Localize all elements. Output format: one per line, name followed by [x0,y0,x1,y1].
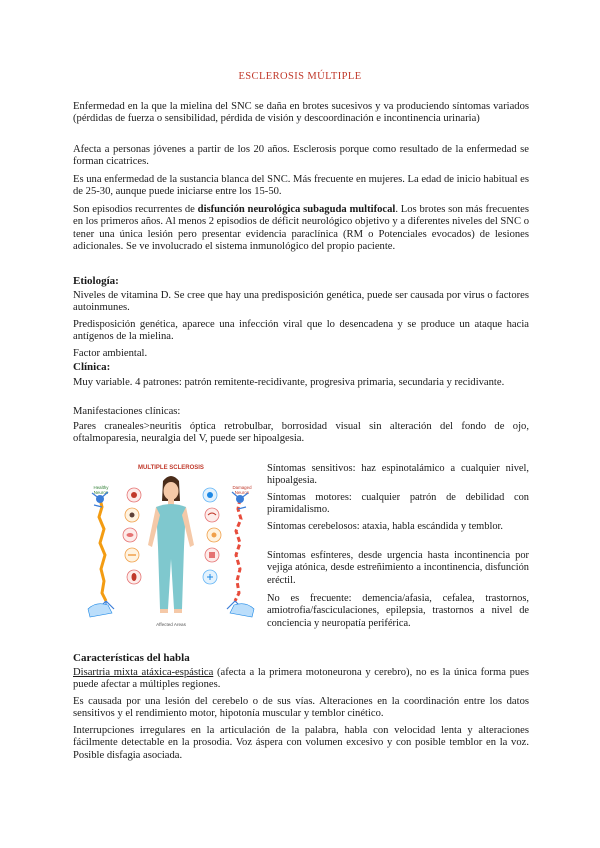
figure-left-label: Healthy Neuron [93,485,109,495]
episodes-text-end: . Los brotes son más frecuentes en los primeros años. Al menos 2 episodios de déficit neurológico objetivo y a diferentes niveles del SNC o tener una única lesión pero presentar evidencia paraclínica (RM o Potenciales evocados) de lesiones adicionales. Se ve involucrado el sistema inmunológico del propio paciente. [73,204,529,252]
healthy-neuron-icon [92,492,114,611]
hands-icon [88,604,254,617]
habla-paragraph-3: Interrupciones irregulares en la articulación de la palabra, habla con velocidad lenta y alteraciones fácilmente detectable en la prosodia. Voz áspera con volumen excesivo y con posible temblor en la voz. Posible disfagia asociada. [73,725,529,761]
ms-illustration [82,459,260,629]
habla-heading: Características del habla [73,652,190,664]
sintomas-cerebelosos: Síntomas cerebelosos: ataxia, habla escándida y temblor. [267,521,504,532]
figure-right-label: Damaged Neuron [232,485,252,495]
episodes-bold-term: disfunción neurológica subaguda multifocal [197,204,396,215]
clinica-item-3: Pares craneales>neuritis óptica retrobulbar, borrosidad visual sin alteración del fondo de ojo, oftalmoparesia, neuralgia del V, puede ser hipoalgesia. [73,421,529,445]
figure-footer: Affected Areas [156,622,186,627]
etiologia-heading: Etiología: [73,275,119,287]
woman-figure-icon [148,476,194,613]
clinica-item-2: Manifestaciones clínicas: [73,406,181,417]
figure-drawing [82,459,260,629]
habla-paragraph-1-rest: (afecta a la primera motoneurona y cerebro), no es la única forma pues puede afectar a múltiples regiones. [73,667,529,691]
episodes-paragraph [73,204,529,253]
habla-paragraph-2: Es causada por una lesión del cerebelo o de sus vías. Alteraciones en la coordinación entre los datos sensitivos y el rendimiento motor, hipotonía muscular y temblor cinético. [73,696,529,720]
sintomas-no-frecuentes: No es frecuente: demencia/afasia, cefalea, trastornos, amiotrofia/fasciculaciones, epilepsia, trastornos a nivel de conciencia y neuropatía periférica. [267,593,529,629]
clinica-heading: Clínica: [73,361,111,373]
etiologia-item-3: Factor ambiental. [73,348,148,359]
episodes-text-start: Son episodios recurrentes de [73,204,198,215]
intro-paragraph-3: Es una enfermedad de la sustancia blanca del SNC. Más frecuente en mujeres. La edad de inicio habitual es de 25-30, aunque puede iniciarse entre los 15-50. [73,174,529,198]
symptom-icons-right [203,488,221,584]
etiologia-item-2: Predisposición genética, aparece una infección viral que lo desencadena y se produce un ataque hacia antígenos de la mielina. [73,319,529,343]
sintomas-motores: Síntomas motores: cualquier patrón de debilidad con piramidalismo. [267,492,529,516]
symptom-icons-left [123,488,141,584]
intro-paragraph-2: Afecta a personas jóvenes a partir de los 20 años. Esclerosis porque como resultado de la enfermedad se forman cicatrices. [73,144,529,168]
etiologia-item-1: Niveles de vitamina D. Se cree que hay una predisposición genética, puede ser causada por virus o factores autoinmunes. [73,290,529,314]
sintomas-esfinteres: Síntomas esfínteres, desde urgencia hasta incontinencia por vejiga atónica, desde estreñimiento a incontinencia, disfunción eréctil. [267,550,529,586]
document-title: ESCLEROSIS MÚLTIPLE [238,71,362,82]
habla-disartria-term: Disartria mixta atáxica-espástica [73,667,214,678]
intro-paragraph-1: Enfermedad en la que la mielina del SNC se daña en brotes sucesivos y va produciendo síntomas variados (pérdidas de fuerza o sensibilidad, pérdida de visión y descoordinación e incontinencia urinaria) [73,101,529,125]
figure-title: MULTIPLE SCLEROSIS [138,465,204,471]
damaged-neuron-icon [227,492,248,609]
clinica-item-1: Muy variable. 4 patrones: patrón remitente-recidivante, progresiva primaria, secundaria y recidivante. [73,377,505,388]
habla-paragraph-1 [73,667,529,692]
sintomas-sensitivos: Síntomas sensitivos: haz espinotalámico a cualquier nivel, hipoalgesia. [267,463,529,487]
